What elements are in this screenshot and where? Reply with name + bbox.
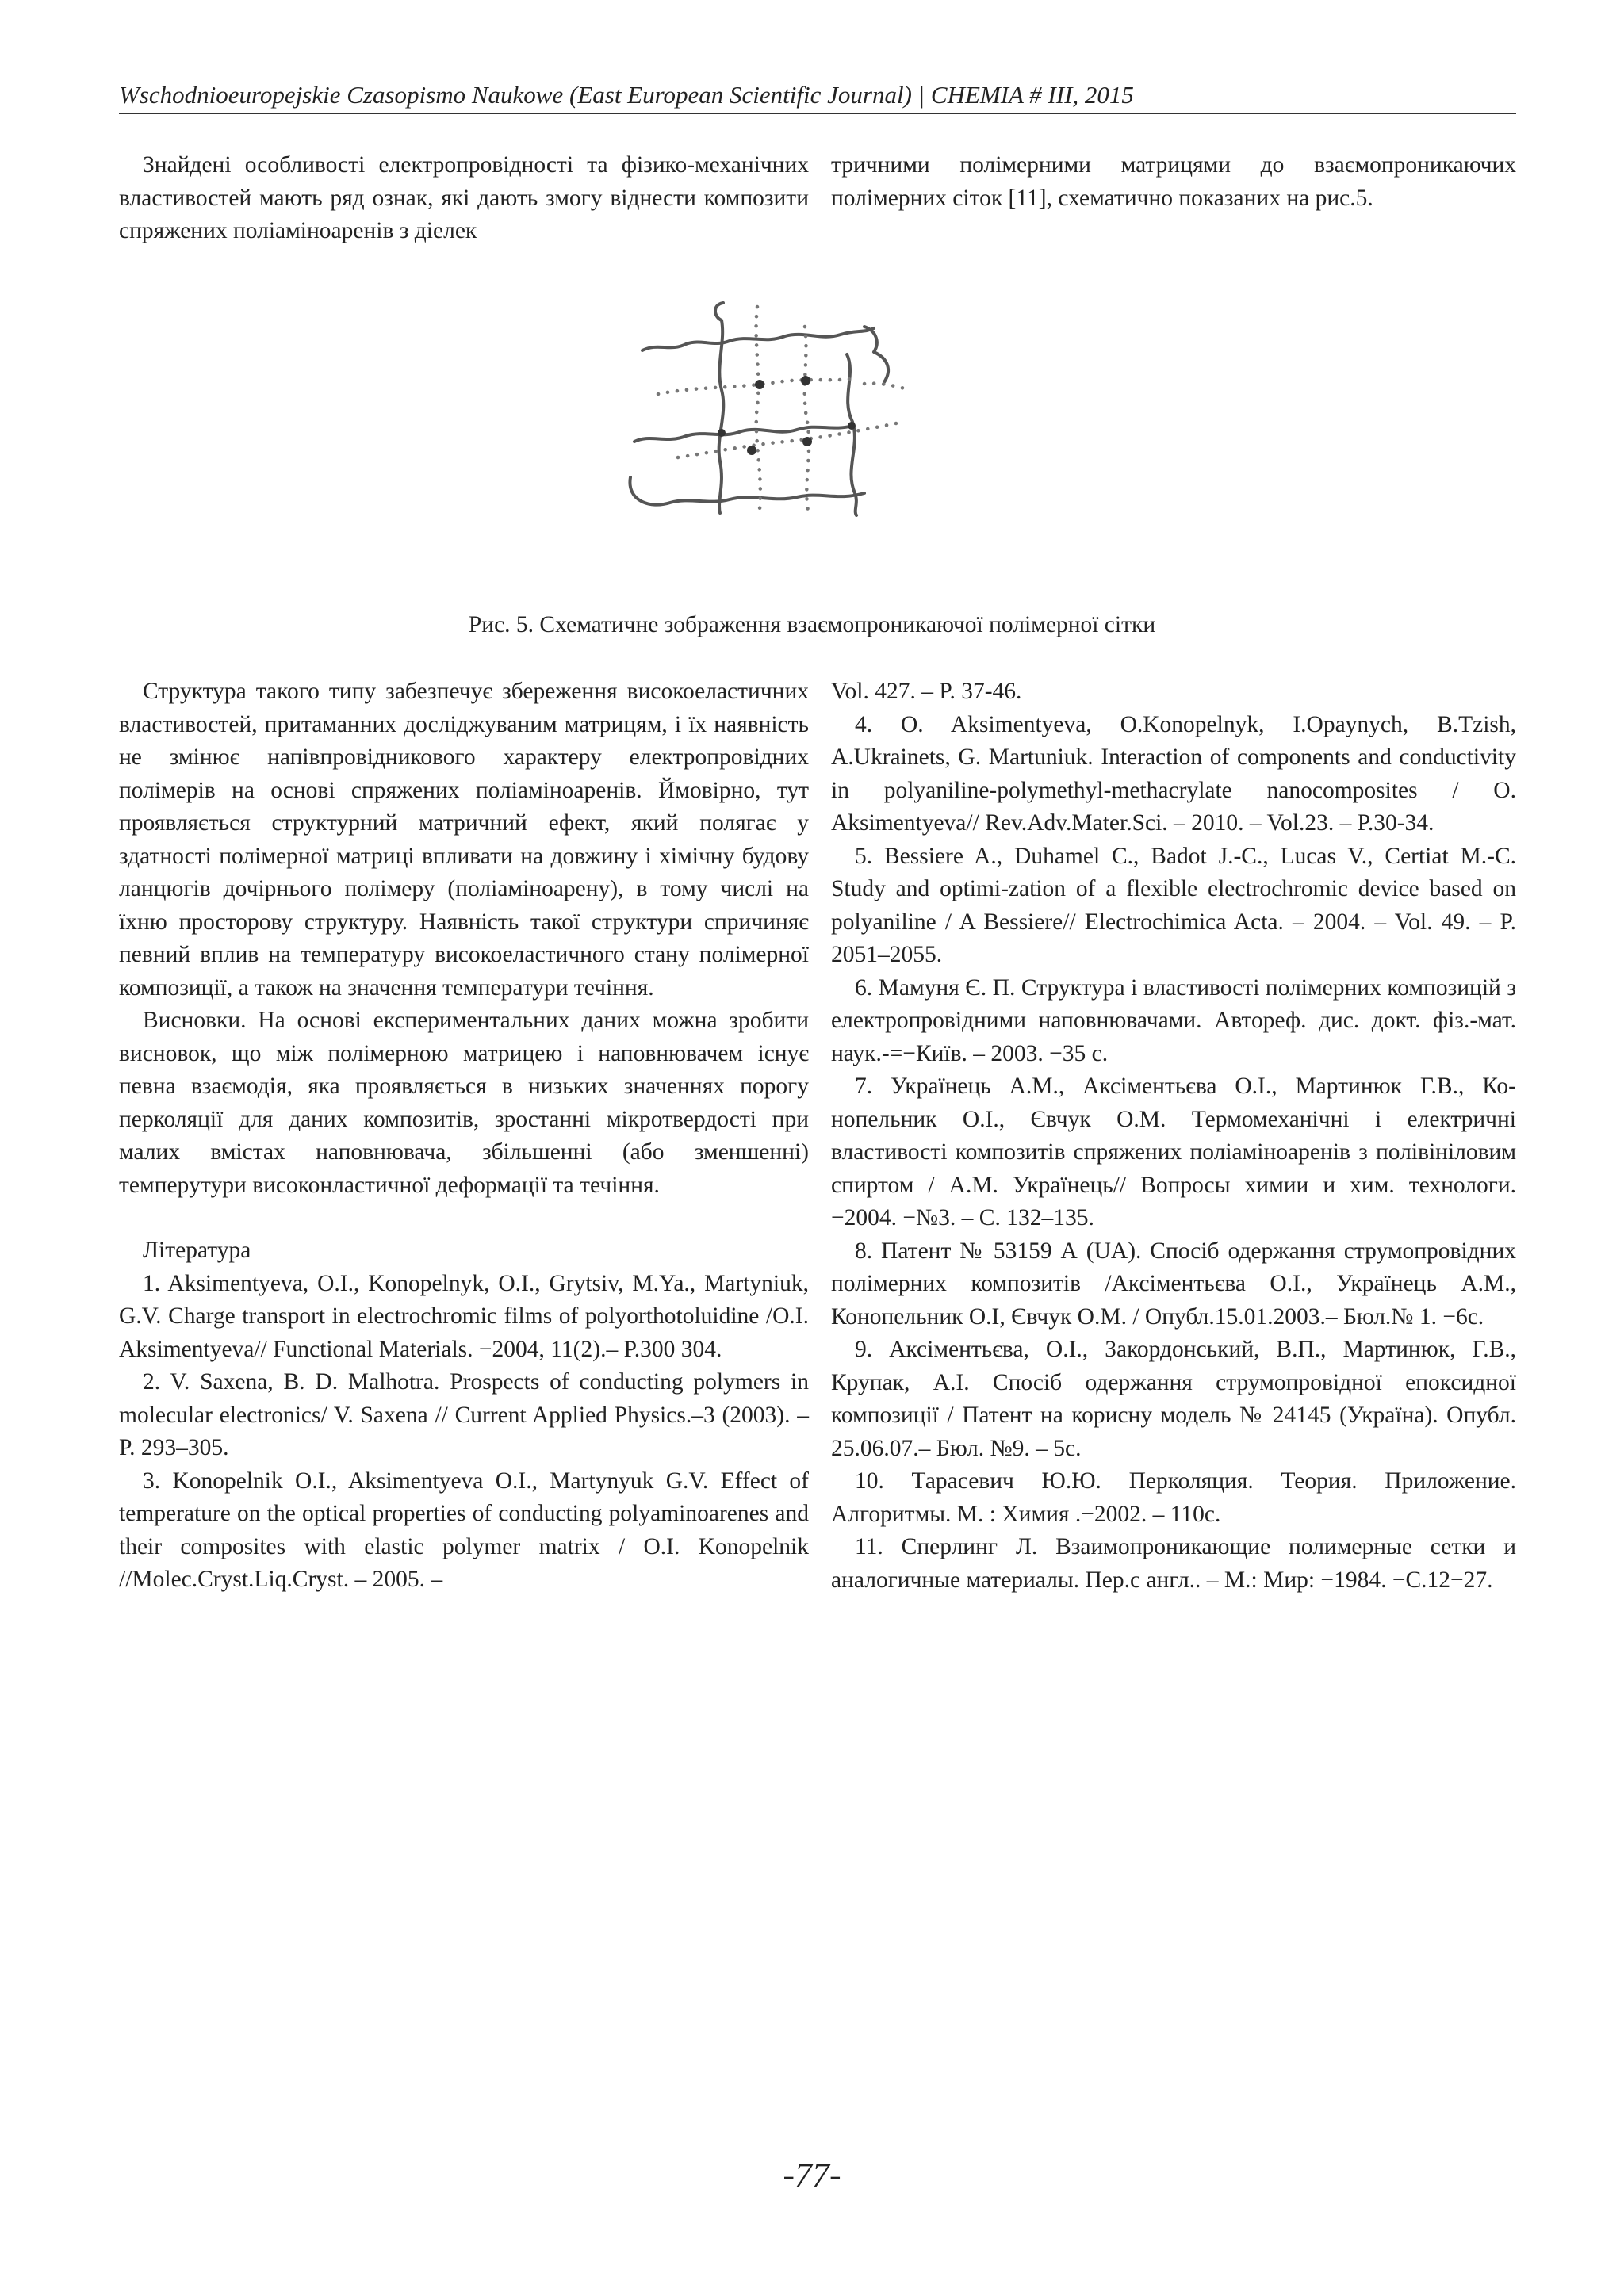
reference-item: 3. Konopelnik O.I., Aksimentyeva O.I., Martynyuk G.V. Effect of temperature on the optical properties of conducting polyaminoarenes and their composites with elastic polymer matrix / O.I. Konopelnik //Molec.Cryst.Liq.Cryst. – 2005. –	[119, 1468, 809, 1592]
reference-continuation: Vol. 427. – P. 37-46.	[831, 679, 1022, 704]
solid-chain-middle	[634, 426, 852, 442]
page-number: -77-	[783, 2156, 841, 2195]
crosslink-node	[801, 376, 810, 385]
reference-item: 6. Мамуня Є. П. Структура і властивості полімерних композицій з електропровідними наповнювачами. Автореф. дис. докт. фіз.-мат. наук.-=−Київ. – 2003. −35 с.	[831, 974, 1516, 1066]
reference-item: 5. Bessiere A., Duhamel C., Badot J.-C., Lucas V., Certiat M.-C. Study and optimi-zation of a flexible electrochromic device based on polyaniline / A Bessiere// Electrochimica Acta. – 2004. – Vol. 49. – P. 2051–2055.	[831, 843, 1516, 967]
reference-item: 9. Аксіментьєва, О.І., Закордонський, В.П., Мартинюк, Г.В., Крупак, А.І. Спосіб одержання струмопровідної епоксидної композиції / Патент на корисну модель № 24145 (Україна). Опубл. 25.06.07.– Бюл. №9. – 5с.	[831, 1337, 1516, 1461]
main-left-column	[119, 675, 809, 1597]
solid-chain-left	[715, 303, 723, 513]
reference-item: 4. O. Aksimentyeva, O.Konopelnyk, I.Opaynych, B.Tzish, A.Ukrainets, G. Martuniuk. Interaction of components and conductivity in polyaniline-polymethyl-methacrylate nanocomposites / O. Aksimentyeva// Rev.Adv.Mater.Sci. – 2010. – Vol.23. – P.30-34.	[831, 711, 1516, 836]
crosslink-node	[755, 380, 764, 389]
solid-chain-right-hook	[864, 327, 888, 382]
dotted-chain-2	[678, 422, 904, 457]
intro-left-column	[119, 149, 809, 248]
body-paragraph-conclusions: Висновки. На основі експериментальних даних можна зробити висновок, що між полімерною матрицею і наповнювачем існує певна взаємодія, яка проявляється в низьких значеннях порогу перколяції для даних композитів, зростанні мікротвердості при малих вмістах наповнювача, збільшенні (або зменшенні) темпеpутури високонластичної деформації та течіння.	[119, 1008, 809, 1198]
intro-right-column	[831, 149, 1516, 215]
crosslink-node	[802, 437, 812, 446]
intro-paragraph-end: тричними полімерними матрицями до взаємопроникаючих полімерних сіток [11], схематично показаних на рис.5.	[831, 152, 1516, 211]
dotted-chain-3	[864, 384, 910, 390]
reference-item: 7. Українець А.М., Аксіментьєва О.І., Мартинюк Г.В., Конопельник О.І., Євчук О.М. Термомеханічні і електричні властивості композитів спряжених поліаміноаренів з полівініловим спиртом / А.М. Українець// Вопросы химии и хим. технологи. −2004. −№3. – С. 132–135.	[831, 1073, 1516, 1230]
solid-chain-bottom	[630, 477, 864, 505]
reference-item: 10. Тарасевич Ю.Ю. Перколяция. Теория. Приложение. Алгоритмы. М. : Химия .−2002. – 110с.	[831, 1468, 1516, 1527]
dotted-chain-5	[805, 327, 809, 515]
references-heading: Література	[143, 1238, 251, 1263]
crosslink-node	[718, 429, 726, 437]
crosslink-node	[747, 446, 756, 455]
reference-item: 11. Сперлинг Л. Взаимопроникающие полимерные сетки и аналогичные материалы. Пер.с англ.. – М.: Мир: −1984. −С.12−27.	[831, 1534, 1516, 1593]
main-right-column	[831, 675, 1516, 1597]
dotted-chain-4	[756, 307, 760, 509]
reference-item: 8. Патент № 53159 А (UA). Спосіб одержання струмопровідних полімерних композитів /Аксіментьєва О.І., Українець А.М., Конопельник О.І, Євчук О.М. / Опубл.15.01.2003.– Бюл.№ 1. −6с.	[831, 1238, 1516, 1330]
reference-item: 2. V. Saxena, B. D. Malhotra. Prospects of conducting polymers in molecular electronics/ V. Saxena // Current Applied Physics.–3 (2003). – P. 293–305.	[119, 1369, 809, 1460]
body-paragraph-structure: Структура такого типу забезпечує збереження високоеластичних властивостей, притаманних досліджуваним матрицям, і їх наявність не змінює напівпровідникового характеру електропровідних полімерів на основі спряжених поліаміноаренів. Ймовірно, тут проявляється структурний матричний ефект, який полягає у здатності полімерної матриці впливати на довжину і хімічну будову ланцюгів дочірнього полімеру (поліаміноарену), в тому числі на їхню просторову структуру. Наявність такої структури спричиняє певний вплив на температуру високоеластичного стану полімерної композиції, а також на значення температури течіння.	[119, 679, 809, 1001]
running-header: Wschodnioeuropejskie Czasopismo Naukowe (East European Scientific Journal) | CHEMIA # III, 2015	[119, 79, 1516, 114]
intro-paragraph-start: Знайдені особливості електропровідності та фізико-механічних властивостей мають ряд ознак, які дають змогу віднести композити спряжених поліаміноаренів з діелек	[119, 152, 809, 243]
polymer-network-figure	[626, 295, 912, 517]
crosslink-node	[848, 422, 856, 430]
reference-item: 1. Aksimentyeva, O.I., Konopelnyk, O.I., Grytsiv, M.Ya., Martyniuk, G.V. Charge transport in electrochromic films of polyorthotoluidine /O.I. Aksimentyeva// Functional Materials. −2004, 11(2).– P.300 304.	[119, 1270, 809, 1362]
figure-caption: Рис. 5. Схематичне зображення взаємопроникаючої полімерної сітки	[468, 612, 1156, 637]
solid-chain-top	[642, 328, 874, 350]
